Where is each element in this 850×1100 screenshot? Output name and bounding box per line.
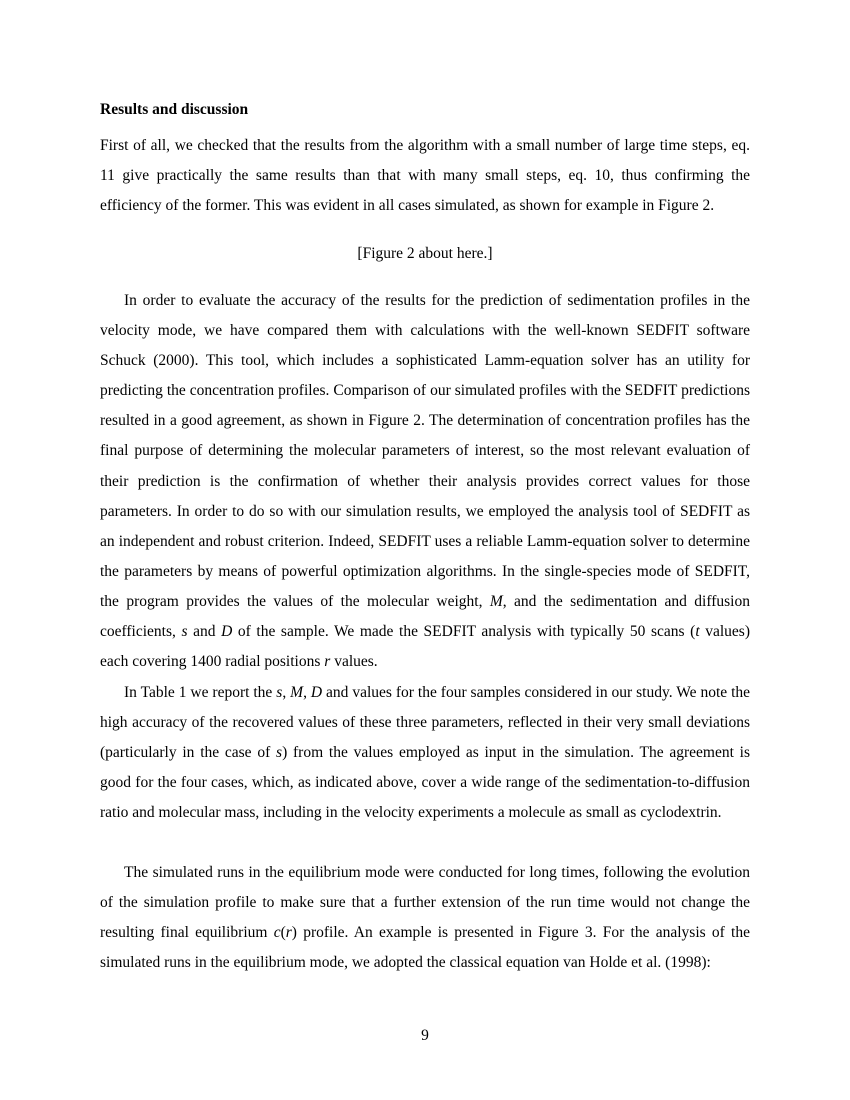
symbol-s: s — [276, 744, 283, 762]
text-run: values) each covering 1400 radial positions — [100, 623, 750, 671]
text-run: , and the sedimentation and diffusion coefficients, — [100, 592, 750, 641]
text-run: The simulated runs in the equilibrium mode were conducted for long times, following the evolution of the simulation profile to make sure that a further extension of the run time would not change the resulting final equilibrium — [100, 864, 750, 942]
paragraph-1: First of all, we checked that the results from the algorithm with a small number of large time steps, eq. 11 give practically the same results than that with many small steps, eq. 10, thus confirming the efficiency of the former. This was evident in all cases simulated, as shown for example in Figure 2. — [100, 137, 750, 215]
symbol-s: s — [181, 623, 188, 641]
text-run: of the sample. We made the SEDFIT analysis with typically 50 scans ( — [232, 623, 696, 641]
text-run: ) from the values employed as input in the simulation. The agreement is good for the four cases, which, as indicated above, cover a wide range of the sedimentation-to-diffusion ratio and molecular mass, including in the velocity experiments a molecule as small as cyclodextrin. — [100, 744, 750, 822]
symbol-D: D — [221, 623, 233, 641]
text-run: ( — [280, 924, 286, 942]
text-run: and values for the four samples considered in our study. We note the high accuracy of the recovered values of these three parameters, reflected in their very small deviations (particularly in the case of — [100, 684, 751, 762]
symbol-t: t — [695, 623, 700, 641]
symbol-M: M — [290, 684, 304, 701]
symbol-M: M — [489, 592, 503, 610]
symbol-s: s — [276, 684, 283, 701]
symbol-r: r — [324, 653, 331, 671]
text-run: In Table 1 we report the — [124, 684, 277, 701]
section-heading: Results and discussion — [100, 101, 249, 118]
text-run: , — [282, 684, 291, 701]
symbol-c: c — [273, 924, 281, 942]
symbol-r: r — [285, 924, 292, 942]
text-run: values. — [330, 653, 378, 671]
page-number: 9 — [421, 1027, 429, 1044]
text-run: and — [187, 623, 222, 641]
text-run: ) profile. An example is presented in Figure 3. For the analysis of the simulated runs in the equilibrium mode, we adopted the classical equation van Holde et al. (1998): — [100, 924, 750, 972]
paragraph-3 — [100, 678, 750, 828]
paragraph-2 — [100, 286, 750, 677]
symbol-D: D — [310, 684, 323, 701]
paragraph-4 — [100, 858, 750, 978]
figure-placeholder: [Figure 2 about here.] — [357, 245, 493, 262]
text-run: , — [303, 684, 311, 701]
text-run: In order to evaluate the accuracy of the results for the prediction of sedimentation profiles in the velocity mode, we have compared them with calculations with the well-known SEDFIT software Schuck (2000). This tool, which includes a sophisticated Lamm-equation solver has an utility for predicting the concentration profiles. Comparison of our simulated profiles with the SEDFIT predictions resulted in a good agreement, as shown in Figure 2. The determination of concentration profiles has the final purpose of determining the molecular parameters of interest, so the most relevant evaluation of their prediction is the confirmation of whether their analysis provides correct values for those parameters. In order to do so with our simulation results, we employed the analysis tool of SEDFIT as an independent and robust criterion. Indeed, SEDFIT uses a reliable Lamm-equation solver to determine the parameters by means of powerful optimization algorithms. In the single-species mode of SEDFIT, the program provides the values of the molecular weight, — [100, 292, 750, 610]
